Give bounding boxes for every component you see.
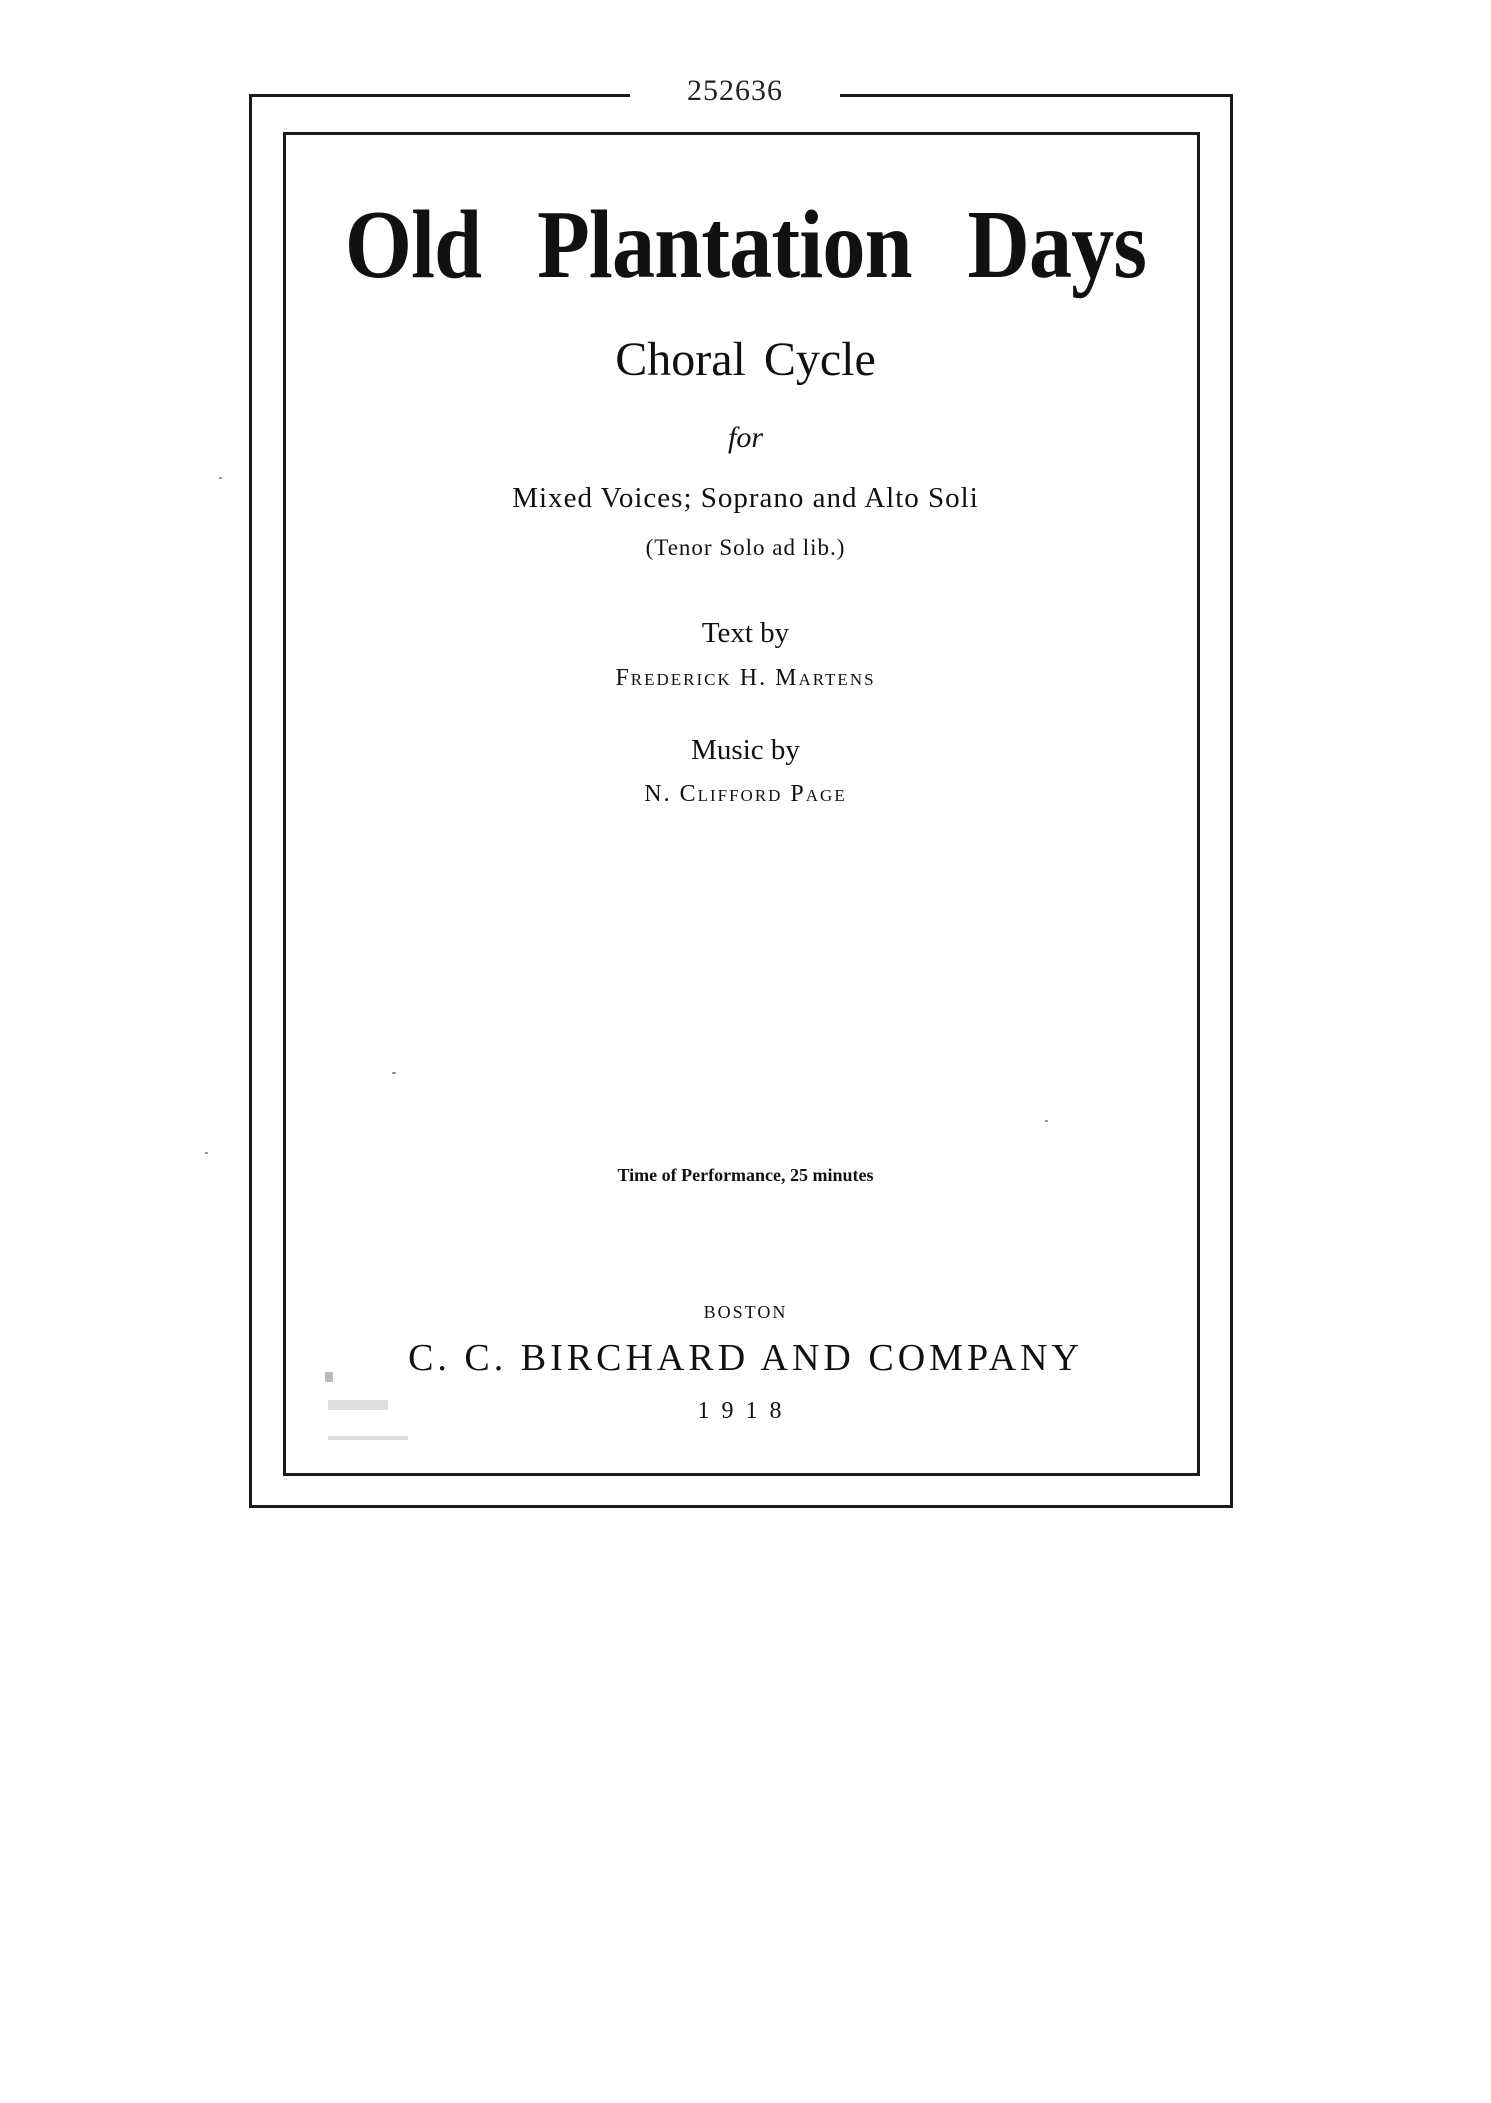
publication-year: 1918 [697,1398,794,1424]
composer-name: N. Clifford Page [644,781,847,807]
for-label: for [727,421,763,454]
scan-speck [328,1436,408,1440]
scan-speck [328,1400,388,1410]
scan-speck [1045,1120,1048,1122]
cover-subtitle: Choral Cycle [615,333,876,386]
tenor-note: (Tenor Solo ad lib.) [645,535,846,560]
scan-speck [205,1152,208,1154]
voices-line: Mixed Voices; Soprano and Alto Soli [512,482,979,514]
scan-speck [325,1372,333,1382]
cover-title: Old Plantation Days [344,191,1147,299]
accession-number: 252636 [630,74,840,108]
publisher-name: C. C. BIRCHARD AND COMPANY [408,1337,1083,1379]
performance-time: Time of Performance, 25 minutes [617,1165,874,1185]
author-name: Frederick H. Martens [615,665,876,691]
scan-speck [392,1072,396,1074]
publisher-city: BOSTON [703,1302,788,1322]
music-by-label: Music by [691,734,800,766]
text-by-label: Text by [701,617,790,649]
scan-speck [219,477,222,479]
